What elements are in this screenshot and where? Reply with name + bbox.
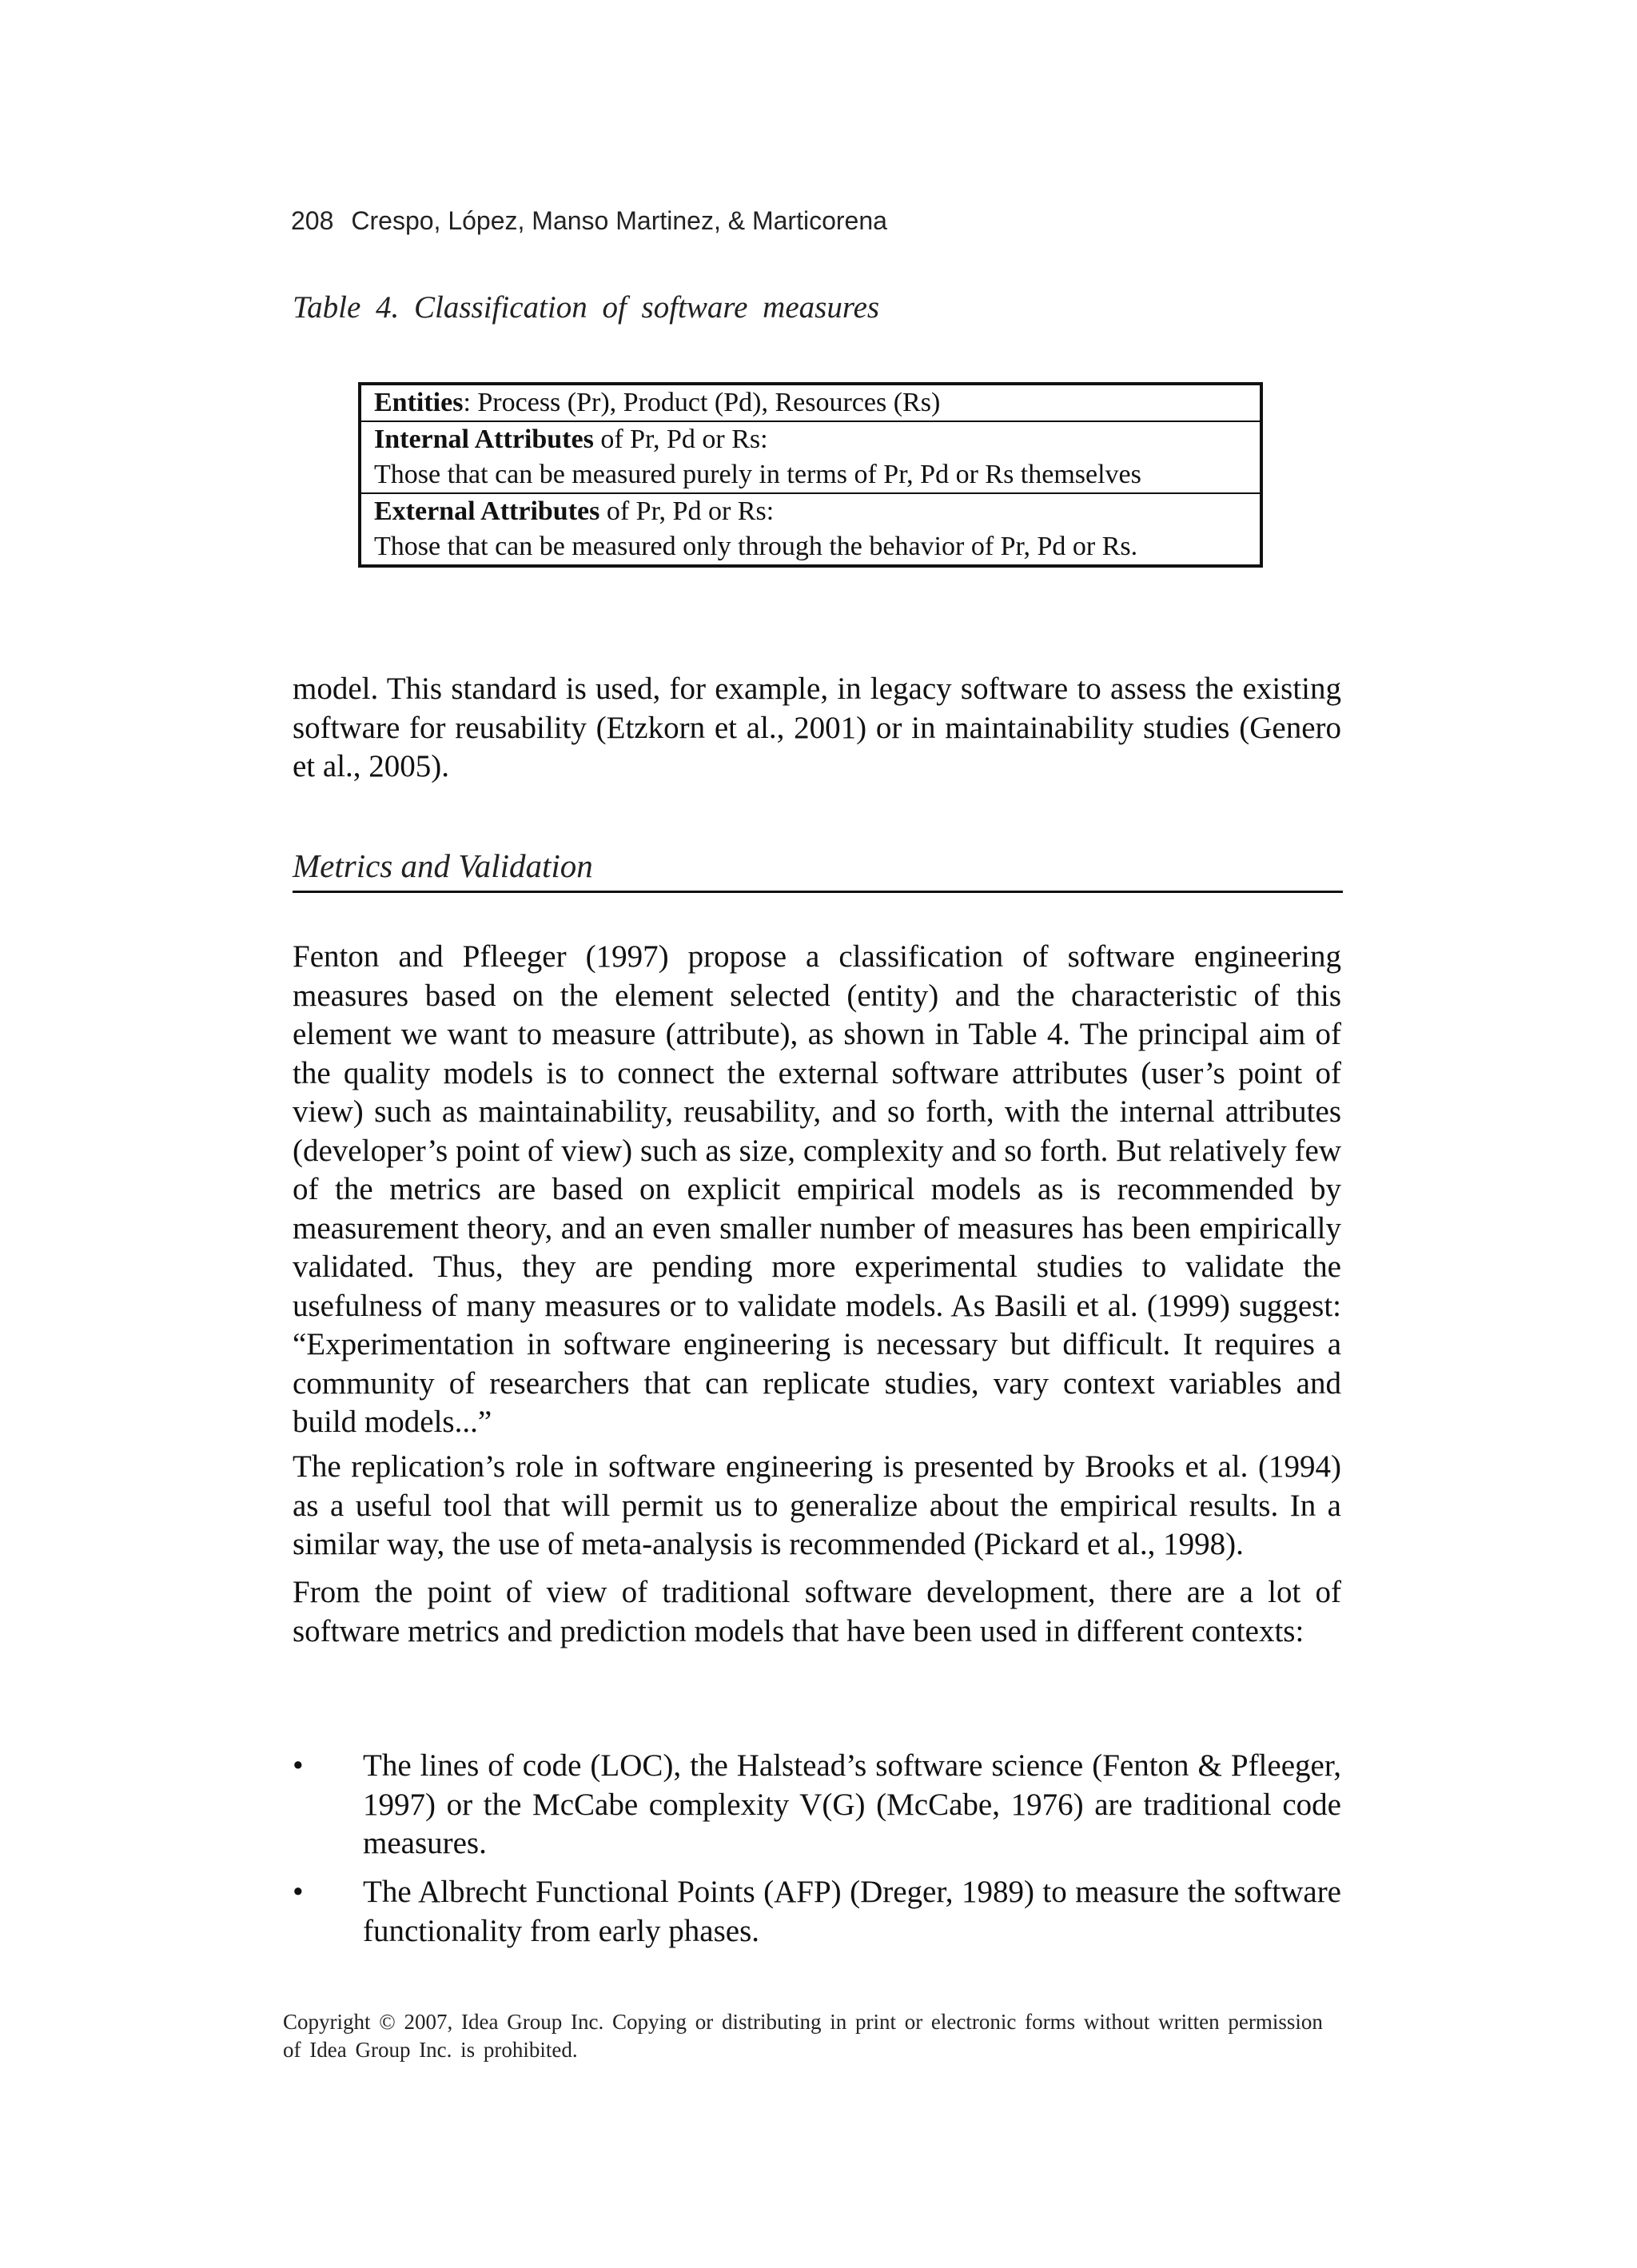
running-head <box>291 206 887 236</box>
bullet-marker: • <box>293 1748 304 1783</box>
paragraph-body-3: From the point of view of traditional software development, there are a lot of software metrics and prediction models that have been used in different contexts: <box>293 1575 1341 1648</box>
table-cell-label: Internal Attributes <box>374 425 594 454</box>
paragraph-body-1: Fenton and Pfleeger (1997) propose a classification of software engineering measures based on the element selected (entity) and the characteristic of this element we want to measure (attribute), as shown in Table 4. The principal aim of the quality models is to connect the external software attributes (user’s point of view) such as maintainability, reusability, and so forth, with the internal attributes (developer’s point of view) such as size, complexity and so forth. But relatively few of the metrics are based on explicit empirical models as is recommended by measurement theory, and an even smaller number of measures has been empirically validated. Thus, they are pending more experimental studies to validate the usefulness of many measures or to validate models. As Basili et al. (1999) suggest: “Experimentation in software engineering is necessary but difficult. It requires a community of researchers that can replicate studies, vary context variables and build models...” <box>293 939 1341 1439</box>
heading-underline <box>293 891 1343 893</box>
list-item: The Albrecht Functional Points (AFP) (Dreger, 1989) to measure the software functionality from early phases. <box>363 1875 1341 1948</box>
table-cell-label: Entities <box>374 388 464 417</box>
table-caption: Table 4. Classification of software measures <box>293 290 880 325</box>
page-number: 208 <box>291 206 334 235</box>
section-heading: Metrics and Validation <box>293 847 593 884</box>
table-cell-label: External Attributes <box>374 496 600 526</box>
table-cell-text: of Pr, Pd or Rs: <box>599 496 775 526</box>
table-cell-description: Those that can be measured purely in terms of Pr, Pd or Rs themselves <box>374 460 1141 489</box>
classification-table <box>358 382 1263 568</box>
bullet-marker: • <box>293 1875 304 1909</box>
paragraph-intro: model. This standard is used, for example, in legacy software to assess the existing software for reusability (Etzkorn et al., 2001) or in maintainability studies (Genero et al., 2005). <box>293 672 1341 783</box>
table-row-external-attributes <box>361 494 1260 564</box>
paragraph-body-2: The replication’s role in software engineering is presented by Brooks et al. (1994) as a useful tool that will permit us to generalize about the empirical results. In a similar way, the use of meta-analysis is recommended (Pickard et al., 1998). <box>293 1449 1341 1561</box>
table-cell-text: of Pr, Pd or Rs: <box>593 425 768 454</box>
running-head-authors: Crespo, López, Manso Martinez, & Marticorena <box>351 206 887 235</box>
table-row-internal-attributes <box>361 422 1260 494</box>
table-cell-description: Those that can be measured only through the behavior of Pr, Pd or Rs. <box>374 532 1138 561</box>
table-row-entities <box>361 385 1260 422</box>
copyright-notice: Copyright © 2007, Idea Group Inc. Copying or distributing in print or electronic forms without written permission of Idea Group Inc. is prohibited. <box>283 2010 1323 2062</box>
list-item: The lines of code (LOC), the Halstead’s software science (Fenton & Pfleeger, 1997) or the McCabe complexity V(G) (McCabe, 1976) are traditional code measures. <box>363 1748 1341 1860</box>
table-cell-text: : Process (Pr), Product (Pd), Resources (Rs) <box>463 388 941 417</box>
